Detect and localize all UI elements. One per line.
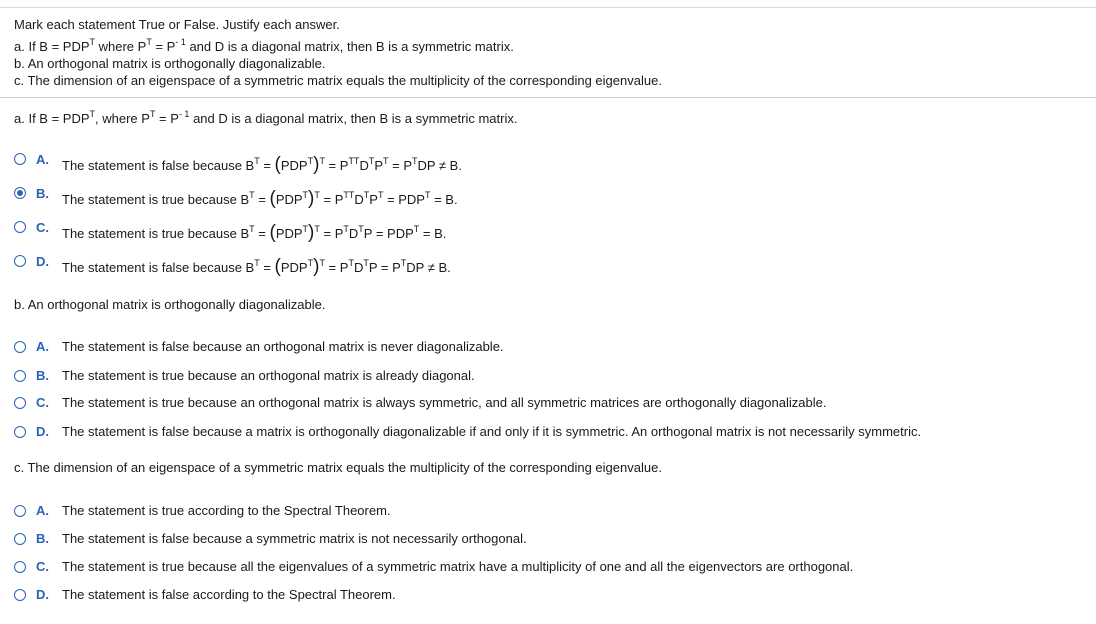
part-c-option-d[interactable] <box>14 587 574 607</box>
part-b-option-b[interactable] <box>14 368 574 388</box>
option-letter: D. <box>36 587 49 602</box>
option-letter: B. <box>36 368 49 383</box>
statement-a: a. If $B = PDP^T$ where $P^T = P^{- 1}$ and D is a diagonal matrix, then B is a symmetric matrix. <box>14 37 514 54</box>
option-letter: C. <box>36 220 49 235</box>
radio-button[interactable] <box>14 370 26 382</box>
part-a-option-c[interactable] <box>14 221 614 241</box>
part-c-option-a[interactable] <box>14 503 574 523</box>
option-text: The statement is false according to the Spectral Theorem. <box>62 587 396 602</box>
option-letter: A. <box>36 152 49 167</box>
part-a-option-a[interactable] <box>14 153 614 173</box>
radio-button[interactable] <box>14 533 26 545</box>
statement-b: b. An orthogonal matrix is orthogonally diagonalizable. <box>14 56 326 71</box>
option-letter: C. <box>36 395 49 410</box>
option-letter: D. <box>36 254 49 269</box>
statement-c: c. The dimension of an eigenspace of a symmetric matrix equals the multiplicity of the corresponding eigenvalue. <box>14 73 662 88</box>
option-letter: B. <box>36 186 49 201</box>
option-text: The statement is true according to the Spectral Theorem. <box>62 503 391 518</box>
section-divider <box>0 97 1096 98</box>
radio-button[interactable] <box>14 153 26 165</box>
instruction-text: Mark each statement True or False. Justify each answer. <box>14 17 340 32</box>
part-c-question: c. The dimension of an eigenspace of a symmetric matrix equals the multiplicity of the corresponding eigenvalue. <box>14 460 662 475</box>
part-a-option-d[interactable] <box>14 255 614 275</box>
radio-button[interactable] <box>14 561 26 573</box>
radio-button[interactable] <box>14 255 26 267</box>
radio-button-selected[interactable] <box>14 187 26 199</box>
option-text: The statement is true because $B^T = (PDP^T)^T = P^TD^TP = PDP^T = B$. <box>62 222 447 243</box>
radio-button[interactable] <box>14 589 26 601</box>
option-text: The statement is true because $B^T = (PDP^T)^T = P^{TT}D^TP^T = PDP^T = B$. <box>62 188 458 209</box>
option-text: The statement is false because $B^T = (PDP^T)^T = P^{TT}D^TP^T = P^TDP \ne B$. <box>62 154 462 175</box>
option-text: The statement is true because an orthogonal matrix is always symmetric, and all symmetric matrices are orthogonally diagonalizable. <box>62 395 827 410</box>
option-text: The statement is false because an orthogonal matrix is never diagonalizable. <box>62 339 504 354</box>
option-letter: D. <box>36 424 49 439</box>
part-a-option-b[interactable] <box>14 187 614 207</box>
option-letter: B. <box>36 531 49 546</box>
option-text: The statement is true because an orthogonal matrix is already diagonal. <box>62 368 475 383</box>
part-c-option-c[interactable] <box>14 559 954 579</box>
part-c-option-b[interactable] <box>14 531 574 551</box>
option-letter: C. <box>36 559 49 574</box>
radio-button[interactable] <box>14 426 26 438</box>
radio-button[interactable] <box>14 221 26 233</box>
top-rule <box>0 7 1096 8</box>
option-text: The statement is false because $B^T = (PDP^T)^T = P^TD^TP = P^TDP \ne B$. <box>62 256 451 277</box>
option-text: The statement is true because all the eigenvalues of a symmetric matrix have a multiplicity of one and all the eigenvectors are orthogonal. <box>62 559 854 574</box>
option-text: The statement is false because a symmetric matrix is not necessarily orthogonal. <box>62 531 527 546</box>
radio-button[interactable] <box>14 505 26 517</box>
option-letter: A. <box>36 339 49 354</box>
part-b-option-c[interactable] <box>14 395 914 415</box>
part-b-option-a[interactable] <box>14 339 574 359</box>
part-b-question: b. An orthogonal matrix is orthogonally diagonalizable. <box>14 297 326 312</box>
radio-button[interactable] <box>14 397 26 409</box>
option-letter: A. <box>36 503 49 518</box>
option-text: The statement is false because a matrix is orthogonally diagonalizable if and only if it is symmetric. An orthogonal matrix is not necessarily symmetric. <box>62 424 922 439</box>
radio-button[interactable] <box>14 341 26 353</box>
part-b-option-d[interactable] <box>14 424 1014 444</box>
part-a-question: a. If $B = PDP^T$, where $P^T = P^{- 1}$ and D is a diagonal matrix, then B is a symmetric matrix. <box>14 109 518 126</box>
